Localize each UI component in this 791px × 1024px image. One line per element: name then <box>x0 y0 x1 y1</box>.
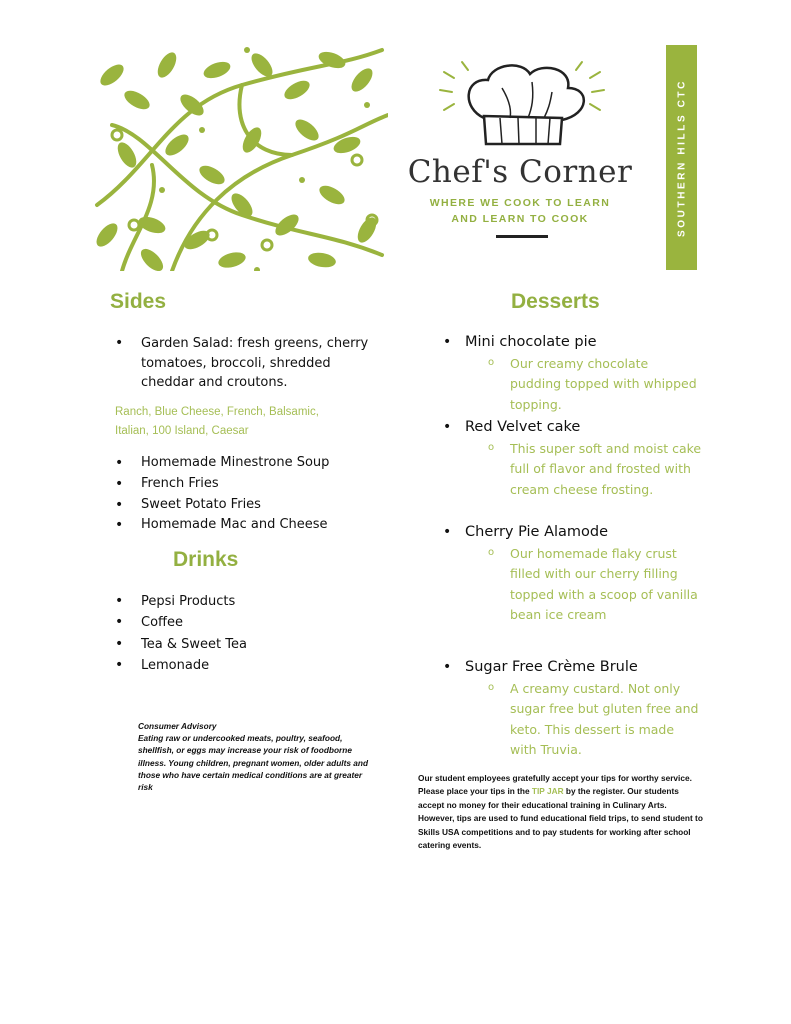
leaf-vine-illustration <box>92 45 388 271</box>
dessert-description: o This super soft and moist cake full of flavor and frosted with cream cheese frosting. <box>488 439 703 500</box>
drinks-heading: Drinks <box>173 548 239 571</box>
tips-note <box>418 772 703 852</box>
dessert-name: • Red Velvet cake <box>443 419 703 435</box>
school-name: SOUTHERN HILLS CTC <box>676 78 687 237</box>
list-item: • French Fries <box>115 474 375 495</box>
advisory-body: Eating raw or undercooked meats, poultry, seafood, shellfish, or eggs may increase your risk of foodborne illness. Young children, pregnant women, older adults and those who have certain medical conditions are at greater risk <box>138 733 369 793</box>
drinks-list <box>115 591 335 677</box>
list-item: • Homemade Minestrone Soup <box>115 453 375 474</box>
consumer-advisory <box>138 720 378 793</box>
tips-text-2: by the register. Our students accept no money for their educational training in Culinary Arts. However, tips are used to fund educational field trips, to send student to Skills USA competitions and to pay students for working after school catering events. <box>418 786 703 851</box>
dessert-name: • Sugar Free Crème Brule <box>443 659 703 675</box>
chefs-corner-logo <box>400 58 640 248</box>
dessert-name: • Cherry Pie Alamode <box>443 524 703 540</box>
dessert-description: o Our homemade flaky crust filled with our cherry filling topped with a scoop of vanilla bean ice cream <box>488 544 703 625</box>
desserts-heading: Desserts <box>511 290 600 313</box>
sides-list <box>115 453 375 536</box>
school-name-band <box>666 45 697 270</box>
dessert-item <box>443 659 703 760</box>
dessert-item <box>443 524 703 625</box>
advisory-title: Consumer Advisory <box>138 721 217 731</box>
dressings-line-1: Ranch, Blue Cheese, French, Balsamic, <box>115 406 319 418</box>
tips-text-1: Our student employees gratefully accept your tips for worthy service. Please place your tips in the <box>418 773 692 797</box>
dressing-options <box>115 403 365 441</box>
chef-hat-icon <box>422 58 622 154</box>
tagline-line-1: WHERE WE COOK TO LEARN <box>429 197 611 209</box>
list-item: • Pepsi Products <box>115 591 335 612</box>
logo-tagline <box>420 195 620 227</box>
logo-divider <box>496 235 548 238</box>
logo-title: Chef's Corner <box>407 154 633 190</box>
list-item: • Tea & Sweet Tea <box>115 634 335 655</box>
dessert-name: • Mini chocolate pie <box>443 334 703 350</box>
dessert-description: o Our creamy chocolate pudding topped with whipped topping. <box>488 354 703 415</box>
dessert-item <box>443 334 703 415</box>
list-item: • Sweet Potato Fries <box>115 495 375 516</box>
list-item: • Homemade Mac and Cheese <box>115 515 375 536</box>
sides-list-top <box>115 334 375 393</box>
sides-heading: Sides <box>110 290 167 313</box>
list-item: • Coffee <box>115 612 335 633</box>
tagline-line-2: AND LEARN TO COOK <box>451 213 589 225</box>
dessert-description: o A creamy custard. Not only sugar free but gluten free and keto. This dessert is made with Truvia. <box>488 679 703 760</box>
dressings-line-2: Italian, 100 Island, Caesar <box>115 425 249 437</box>
tip-jar-label: TIP JAR <box>531 786 564 797</box>
list-item: • Lemonade <box>115 655 335 676</box>
list-item: • Garden Salad: fresh greens, cherry tomatoes, broccoli, shredded cheddar and croutons. <box>115 334 375 393</box>
dessert-item <box>443 419 703 500</box>
